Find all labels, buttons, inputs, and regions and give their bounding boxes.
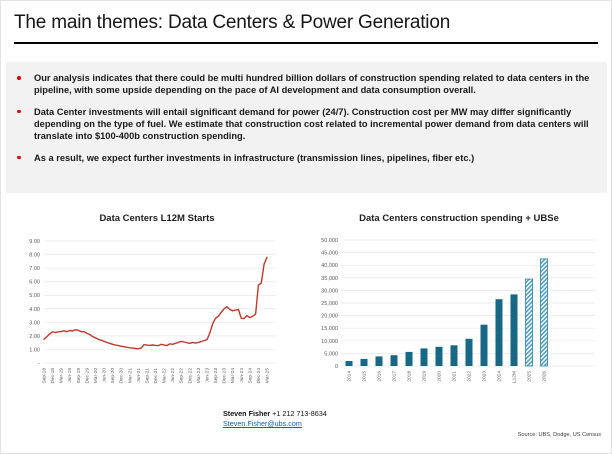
y-tick-label: 45,000 [321, 250, 338, 257]
bar [391, 355, 398, 366]
x-tick-label: Sep-24 [248, 368, 254, 384]
x-tick-label: 2016 [377, 371, 383, 382]
y-tick-label: 0 [334, 364, 338, 370]
x-tick-label: 2015 [362, 371, 368, 382]
x-tick-label: 2019 [422, 371, 428, 382]
contact-name: Steven Fisher [223, 409, 271, 418]
y-tick-label: 7.00 [29, 266, 40, 273]
bar [511, 294, 518, 366]
bar [421, 348, 428, 366]
y-tick-label: - [38, 361, 40, 367]
x-tick-label: Jun-19 [68, 368, 74, 383]
x-tick-label: Sep-21 [145, 368, 151, 384]
x-tick-label: 2020 [437, 371, 443, 382]
x-tick-label: Mar-21 [128, 368, 134, 384]
x-tick-label: Sep-19 [76, 368, 82, 384]
bar [436, 347, 443, 366]
x-tick-label: 2021 [452, 371, 458, 382]
y-tick-label: 25,000 [321, 301, 338, 307]
bullet-item: Data Center investments will entail significant demand for power (24/7). Construction cost per MW may differ significantly depending on the type of fuel. We estimate that construction cost related to incremental power demand from data centers will translate into $100-400b construction spending. [6, 106, 593, 143]
x-tick-label: 2025 [527, 371, 533, 382]
x-tick-label: Jun-22 [171, 368, 177, 383]
bar [496, 299, 503, 366]
x-tick-label: 2026 [542, 371, 548, 382]
x-tick-label: Dec-22 [188, 368, 194, 384]
x-tick-label: Mar-23 [196, 368, 202, 384]
bullet-list [6, 62, 607, 164]
x-tick-label: Dec-19 [85, 368, 91, 384]
bar [451, 345, 458, 366]
contact-block [223, 409, 327, 430]
title-underline [14, 42, 598, 44]
y-tick-label: 40,000 [321, 263, 338, 270]
x-tick-label: Jun-24 [239, 368, 245, 383]
bar [481, 325, 488, 366]
email-link[interactable]: Steven.Fisher@ubs.com [223, 419, 302, 429]
x-tick-label: Sep-20 [111, 368, 117, 384]
contact-phone: +1 212 713-8634 [272, 409, 327, 418]
y-tick-label: 1.00 [29, 347, 40, 354]
x-tick-label: 2023 [482, 371, 488, 382]
line-series [44, 257, 267, 349]
y-tick-label: 9.00 [29, 239, 40, 245]
y-tick-label: 2.00 [29, 333, 40, 340]
bar [361, 359, 368, 366]
y-tick-label: 4.00 [29, 306, 40, 313]
x-tick-label: Dec-23 [222, 368, 228, 384]
x-tick-label: Mar-20 [93, 368, 99, 384]
y-tick-label: 3.00 [29, 320, 40, 327]
x-tick-label: Sep-22 [179, 368, 185, 384]
bar [376, 356, 383, 366]
bullet-item: As a result, we expect further investments in infrastructure (transmission lines, pipelines, fiber etc.) [6, 152, 593, 164]
bar-chart-figure [311, 213, 607, 401]
bar-estimate [541, 259, 548, 366]
summary-bullet-box [6, 62, 607, 193]
bar-chart-title: Data Centers construction spending + UBSe [359, 213, 559, 224]
x-tick-label: 2014 [347, 371, 353, 382]
y-tick-label: 5,000 [324, 351, 338, 358]
y-tick-label: 5.00 [29, 293, 40, 300]
y-tick-label: 35,000 [321, 275, 338, 282]
y-tick-label: 20,000 [321, 313, 338, 320]
line-chart [9, 229, 305, 401]
x-tick-label: Dec-18 [51, 368, 57, 384]
y-tick-label: 30,000 [321, 288, 338, 295]
x-tick-label: L12M [512, 371, 518, 383]
bar [466, 339, 473, 366]
y-tick-label: 6.00 [29, 279, 40, 286]
page-title: The main themes: Data Centers & Power Generation [14, 12, 451, 33]
x-tick-label: Jun-23 [205, 368, 211, 383]
y-tick-label: 15,000 [321, 326, 338, 333]
y-tick-label: 50,000 [321, 238, 338, 244]
x-tick-label: Jun-21 [136, 368, 142, 383]
line-chart-title: Data Centers L12M Starts [99, 213, 215, 224]
x-tick-label: Dec-24 [256, 368, 262, 384]
x-tick-label: 2022 [467, 371, 473, 382]
line-chart-figure [9, 213, 305, 401]
bullet-item: Our analysis indicates that there could be multi hundred billion dollars of construction spending related to data centers in the pipeline, with some upside depending on the pace of AI development and data consumption overall. [6, 72, 593, 97]
x-tick-label: Dec-21 [154, 368, 159, 384]
y-tick-label: 10,000 [321, 338, 338, 345]
source-note: Source: UBS, Dodge, US Census [517, 432, 601, 438]
y-tick-label: 8.00 [29, 252, 40, 259]
x-tick-label: Mar-25 [265, 368, 271, 384]
x-tick-label: Sep-18 [42, 368, 48, 384]
x-tick-label: Mar-22 [162, 368, 168, 384]
bar-chart [311, 229, 607, 401]
x-tick-label: Jun-20 [102, 368, 108, 383]
bar [346, 361, 353, 366]
bar [406, 352, 413, 366]
x-tick-label: 2017 [392, 371, 398, 382]
x-tick-label: Mar-24 [231, 368, 237, 384]
bar-estimate [526, 279, 533, 366]
x-tick-label: Mar-19 [59, 368, 65, 384]
x-tick-label: 2018 [407, 371, 413, 382]
x-tick-label: Dec-20 [119, 368, 125, 384]
x-tick-label: Sep-23 [214, 368, 220, 384]
x-tick-label: 2024 [497, 371, 503, 382]
